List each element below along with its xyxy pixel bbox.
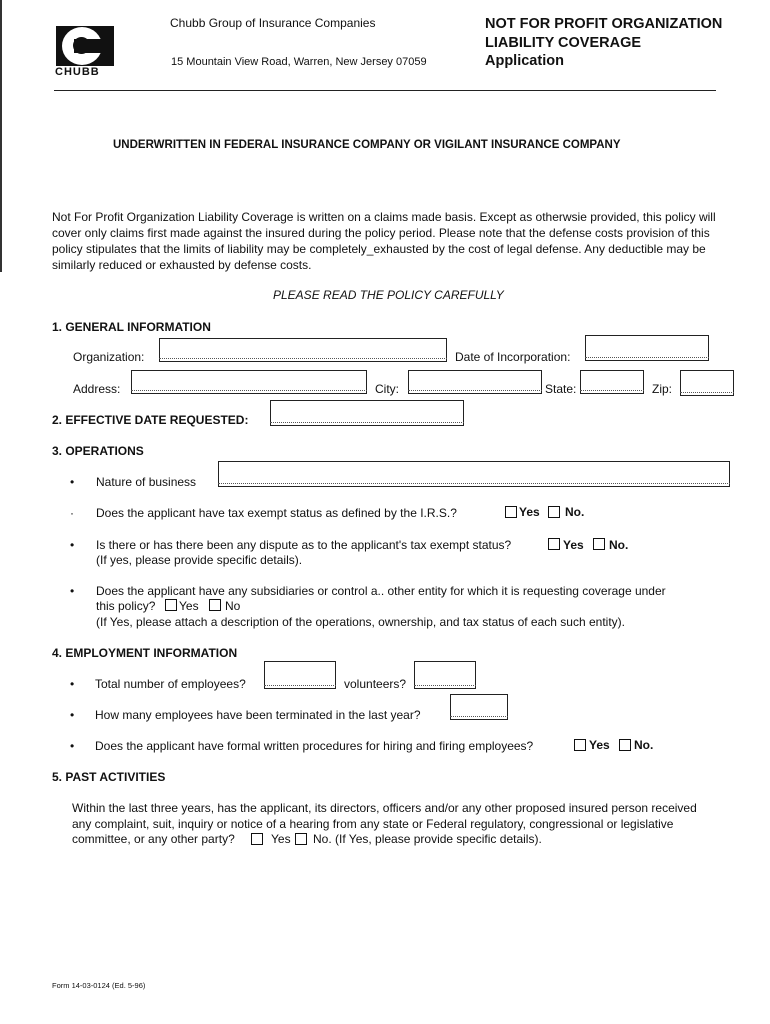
company-name: Chubb Group of Insurance Companies: [170, 16, 376, 30]
terminated-employees-label: How many employees have been terminated in the last year?: [95, 708, 421, 722]
no-label: No.: [565, 505, 585, 519]
tax-exempt-yes-checkbox[interactable]: [505, 506, 517, 518]
yes-label: Yes: [519, 505, 540, 519]
organization-field[interactable]: [159, 338, 447, 362]
address-label: Address:: [73, 382, 121, 396]
total-employees-field[interactable]: [264, 661, 336, 689]
date-of-incorporation-label: Date of Incorporation:: [455, 350, 571, 364]
form-number: Form 14-03-0124 (Ed. 5-96): [52, 981, 146, 990]
subsidiaries-no-checkbox[interactable]: [209, 599, 221, 611]
section-4-heading: 4. EMPLOYMENT INFORMATION: [52, 646, 238, 660]
dispute-question-note: (If yes, please provide specific details).: [96, 553, 303, 567]
read-policy-notice: PLEASE READ THE POLICY CAREFULLY: [273, 288, 504, 302]
company-address: 15 Mountain View Road, Warren, New Jersey 07059: [171, 56, 427, 68]
chubb-logo: [56, 26, 114, 66]
section-5-heading: 5. PAST ACTIVITIES: [52, 770, 166, 784]
zip-label: Zip:: [652, 382, 673, 396]
page-margin-line: [0, 0, 2, 272]
nature-of-business-label: Nature of business: [96, 475, 197, 489]
bullet: •: [70, 677, 75, 691]
section-3-heading: 3. OPERATIONS: [52, 444, 144, 458]
underwritten-heading: UNDERWRITTEN IN FEDERAL INSURANCE COMPANY OR VIGILANT INSURANCE COMPANY: [113, 139, 621, 151]
bullet: •: [70, 584, 75, 598]
past-activities-no-checkbox[interactable]: [295, 833, 307, 845]
procedures-yes-checkbox[interactable]: [574, 739, 586, 751]
no-label: No.: [609, 538, 629, 552]
state-field[interactable]: [580, 370, 644, 394]
dispute-question: Is there or has there been any dispute as to the applicant's tax exempt status?: [96, 538, 512, 552]
no-label: No: [225, 599, 241, 613]
bullet: •: [70, 739, 75, 753]
no-label: No.: [634, 738, 654, 752]
yes-label: Yes: [271, 832, 291, 846]
dispute-no-checkbox[interactable]: [593, 538, 605, 550]
yes-label: Yes: [589, 738, 610, 752]
section-2-heading: 2. EFFECTIVE DATE REQUESTED:: [52, 413, 249, 427]
section-1-heading: 1. GENERAL INFORMATION: [52, 320, 211, 334]
state-label: State:: [545, 382, 577, 396]
procedures-no-checkbox[interactable]: [619, 739, 631, 751]
past-activities-note: No. (If Yes, please provide specific details).: [313, 832, 542, 846]
dispute-yes-checkbox[interactable]: [548, 538, 560, 550]
tax-exempt-question: Does the applicant have tax exempt status as defined by the I.R.S.?: [96, 506, 457, 520]
city-field[interactable]: [408, 370, 542, 394]
form-title-line-2: LIABILITY COVERAGE: [485, 35, 642, 51]
yes-label: Yes: [179, 599, 199, 613]
past-activities-line-1: Within the last three years, has the applicant, its directors, officers and/or any other proposed insured person received: [72, 801, 697, 815]
date-of-incorporation-field[interactable]: [585, 335, 709, 361]
volunteers-field[interactable]: [414, 661, 476, 689]
bullet: •: [70, 708, 75, 722]
subsidiaries-question: Does the applicant have any subsidiaries or control a.. other entity for which it is requesting coverage under: [96, 584, 666, 598]
past-activities-line-2: any complaint, suit, inquiry or notice of a hearing from any state or Federal regulatory, congressional or legislative: [72, 817, 674, 831]
yes-label: Yes: [563, 538, 584, 552]
zip-field[interactable]: [680, 370, 734, 396]
effective-date-field[interactable]: [270, 400, 464, 426]
nature-of-business-field[interactable]: [218, 461, 730, 487]
logo-text: CHUBB: [55, 66, 100, 78]
terminated-employees-field[interactable]: [450, 694, 508, 720]
procedures-question: Does the applicant have formal written procedures for hiring and firing employees?: [95, 739, 534, 753]
bullet: •: [70, 475, 75, 489]
form-title-line-1: NOT FOR PROFIT ORGANIZATION: [485, 16, 723, 32]
address-field[interactable]: [131, 370, 367, 394]
subsidiaries-note: (If Yes, please attach a description of the operations, ownership, and tax status of each such entity).: [96, 615, 625, 629]
header-rule: [54, 90, 716, 91]
city-label: City:: [375, 382, 399, 396]
subsidiaries-question-cont: this policy?: [96, 599, 156, 613]
bullet: •: [70, 538, 75, 552]
organization-label: Organization:: [73, 350, 145, 364]
bullet: ·: [70, 506, 74, 520]
past-activities-yes-checkbox[interactable]: [251, 833, 263, 845]
past-activities-line-3: committee, or any other party?: [72, 832, 235, 846]
total-employees-label: Total number of employees?: [95, 677, 246, 691]
tax-exempt-no-checkbox[interactable]: [548, 506, 560, 518]
intro-paragraph: Not For Profit Organization Liability Coverage is written on a claims made basis. Except as otherwsie provided, this policy will cover only claims first made against the insured during the policy period. Please note that the defense costs provision of this policy stipulates that the limits of liability may be completely_exhausted by the cost of legal defense. Any deductible may be similarly reduced or exhausted by defense costs.: [52, 210, 716, 272]
form-title-line-3: Application: [485, 53, 564, 69]
subsidiaries-yes-checkbox[interactable]: [165, 599, 177, 611]
volunteers-label: volunteers?: [344, 677, 407, 691]
